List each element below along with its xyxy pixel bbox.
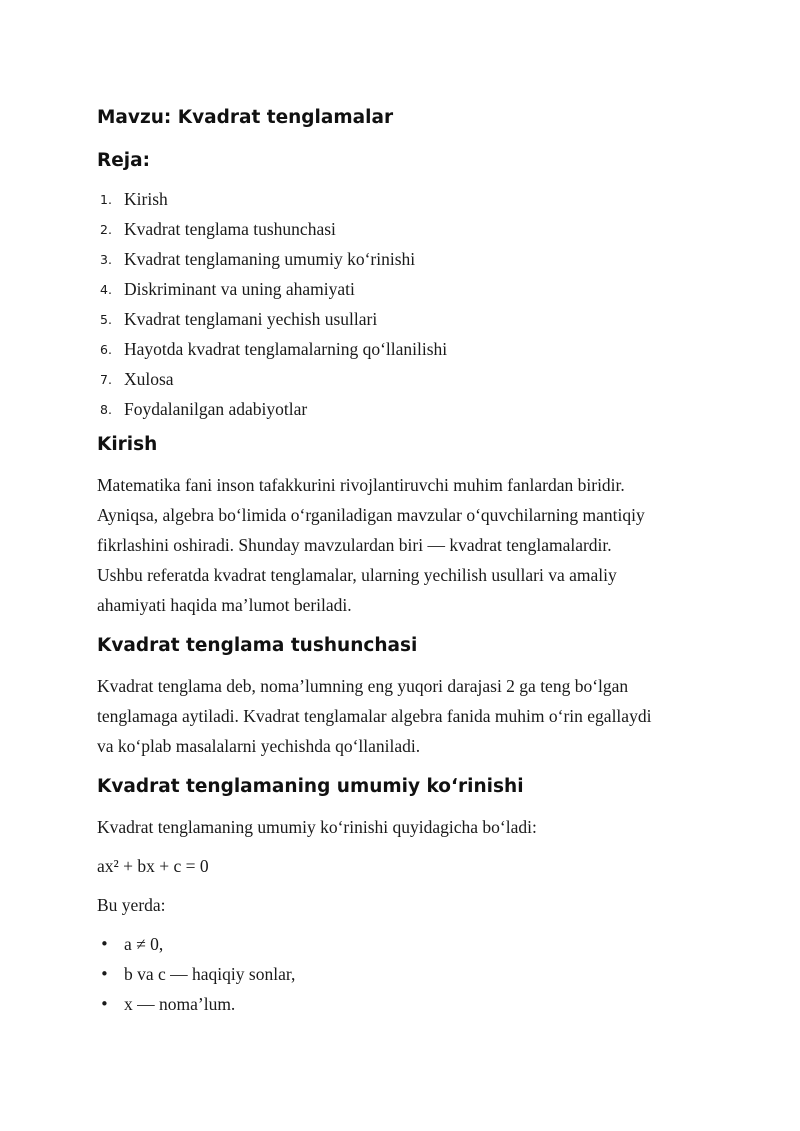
plan-item-number: 3. [100,252,112,267]
plan-item [97,304,717,334]
section-heading-general-form: Kvadrat tenglamaning umumiy koʻrinishi [97,776,524,797]
plan-item-number: 4. [100,282,112,297]
plan-item [97,184,717,214]
plan-item [97,364,717,394]
plan-item-number: 8. [100,402,112,417]
text-line: Matematika fani inson tafakkurini rivojlantiruvchi muhim fanlardan biridir. [97,475,625,495]
plan-item [97,214,717,244]
list-item-text: a ≠ 0, [124,934,164,954]
intro-paragraph [97,470,717,620]
bullet-glyph: • [100,995,109,1013]
where-label: Bu yerda: [97,895,166,915]
bullet-glyph: • [100,935,109,953]
definition-list [97,929,717,1019]
concept-paragraph [97,671,717,761]
text-line: fikrlashini oshiradi. Shunday mavzulardan biri — kvadrat tenglamalardir. [97,535,612,555]
general-form-intro: Kvadrat tenglamaning umumiy koʻrinishi quyidagicha boʻladi: [97,817,537,837]
plan-item-number: 1. [100,192,112,207]
list-item-text: b va c — haqiqiy sonlar, [124,964,296,984]
list-item [97,959,717,989]
plan-item-text: Diskriminant va uning ahamiyati [124,279,355,299]
section-heading-concept: Kvadrat tenglama tushunchasi [97,635,418,656]
plan-item-number: 2. [100,222,112,237]
list-item-text: x — nomaʼlum. [124,994,236,1014]
document-title: Mavzu: Kvadrat tenglamalar [97,107,394,128]
plan-item-text: Foydalanilgan adabiyotlar [124,399,308,419]
text-line: ahamiyati haqida maʼlumot beriladi. [97,595,352,615]
document-page [97,104,717,1019]
text-line: Kvadrat tenglama deb, nomaʼlumning eng yuqori darajasi 2 ga teng boʻlgan [97,676,629,696]
section-heading-intro: Kirish [97,434,158,455]
plan-item [97,394,717,424]
text-line: va koʻplab masalalarni yechishda qoʻllaniladi. [97,736,421,756]
plan-item-text: Kvadrat tenglamaning umumiy koʻrinishi [124,249,416,269]
plan-item [97,274,717,304]
bullet-glyph: • [100,965,109,983]
text-line: tenglamaga aytiladi. Kvadrat tenglamalar algebra fanida muhim oʻrin egallaydi [97,706,652,726]
plan-item-text: Kirish [124,189,168,209]
list-item [97,989,717,1019]
plan-list [97,184,717,424]
plan-item-number: 6. [100,342,112,357]
plan-item-text: Hayotda kvadrat tenglamalarning qoʻllanilishi [124,339,448,359]
plan-item-number: 5. [100,312,112,327]
plan-item [97,334,717,364]
text-line: Ushbu referatda kvadrat tenglamalar, ularning yechilish usullari va amaliy [97,565,617,585]
list-item [97,929,717,959]
plan-item-text: Xulosa [124,369,174,389]
plan-item-number: 7. [100,372,112,387]
plan-item-text: Kvadrat tenglama tushunchasi [124,219,336,239]
quadratic-formula: ax² + bx + c = 0 [97,856,209,876]
plan-item [97,244,717,274]
plan-item-text: Kvadrat tenglamani yechish usullari [124,309,378,329]
text-line: Ayniqsa, algebra boʻlimida oʻrganiladigan mavzular oʻquvchilarning mantiqiy [97,505,645,525]
plan-heading: Reja: [97,150,151,171]
